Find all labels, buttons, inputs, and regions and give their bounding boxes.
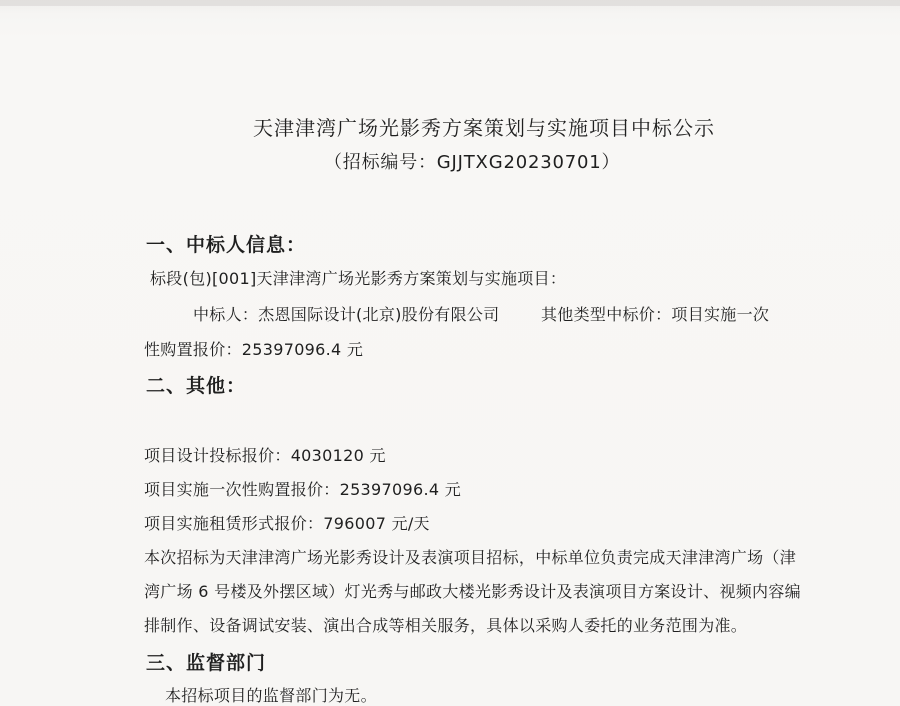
top-edge-shadow	[0, 0, 900, 6]
tender-number: （招标编号：GJJTXG20230701）	[324, 152, 621, 173]
lot-description: 标段(包)[001]天津津湾广场光影秀方案策划与实施项目：	[150, 269, 567, 288]
other-price-value: 性购置报价：25397096.4 元	[144, 340, 364, 359]
section-3-heading: 三、监督部门	[146, 652, 267, 674]
other-price-label: 其他类型中标价：项目实施一次	[541, 305, 770, 324]
scope-paragraph-line-3: 排制作、设备调试安装、演出合成等相关服务，具体以采购人委托的业务范围为准。	[144, 616, 748, 635]
document-title: 天津津湾广场光影秀方案策划与实施项目中标公示	[253, 116, 715, 140]
purchase-bid-price: 项目实施一次性购置报价：25397096.4 元	[144, 480, 461, 499]
section-1-heading: 一、中标人信息：	[146, 234, 307, 256]
winner-name: 中标人：杰恩国际设计(北京)股份有限公司	[193, 305, 500, 324]
scope-paragraph-line-1: 本次招标为天津津湾广场光影秀设计及表演项目招标，中标单位负责完成天津津湾广场（津	[144, 548, 797, 567]
lease-bid-price: 项目实施租赁形式报价：796007 元/天	[144, 514, 430, 533]
section-2-heading: 二、其他：	[146, 375, 247, 397]
design-bid-price: 项目设计投标报价：4030120 元	[144, 446, 386, 465]
scope-paragraph-line-2: 湾广场 6 号楼及外摆区域）灯光秀与邮政大楼光影秀设计及表演项目方案设计、视频内容编	[144, 582, 801, 601]
supervision-text: 本招标项目的监督部门为无。	[165, 686, 377, 705]
